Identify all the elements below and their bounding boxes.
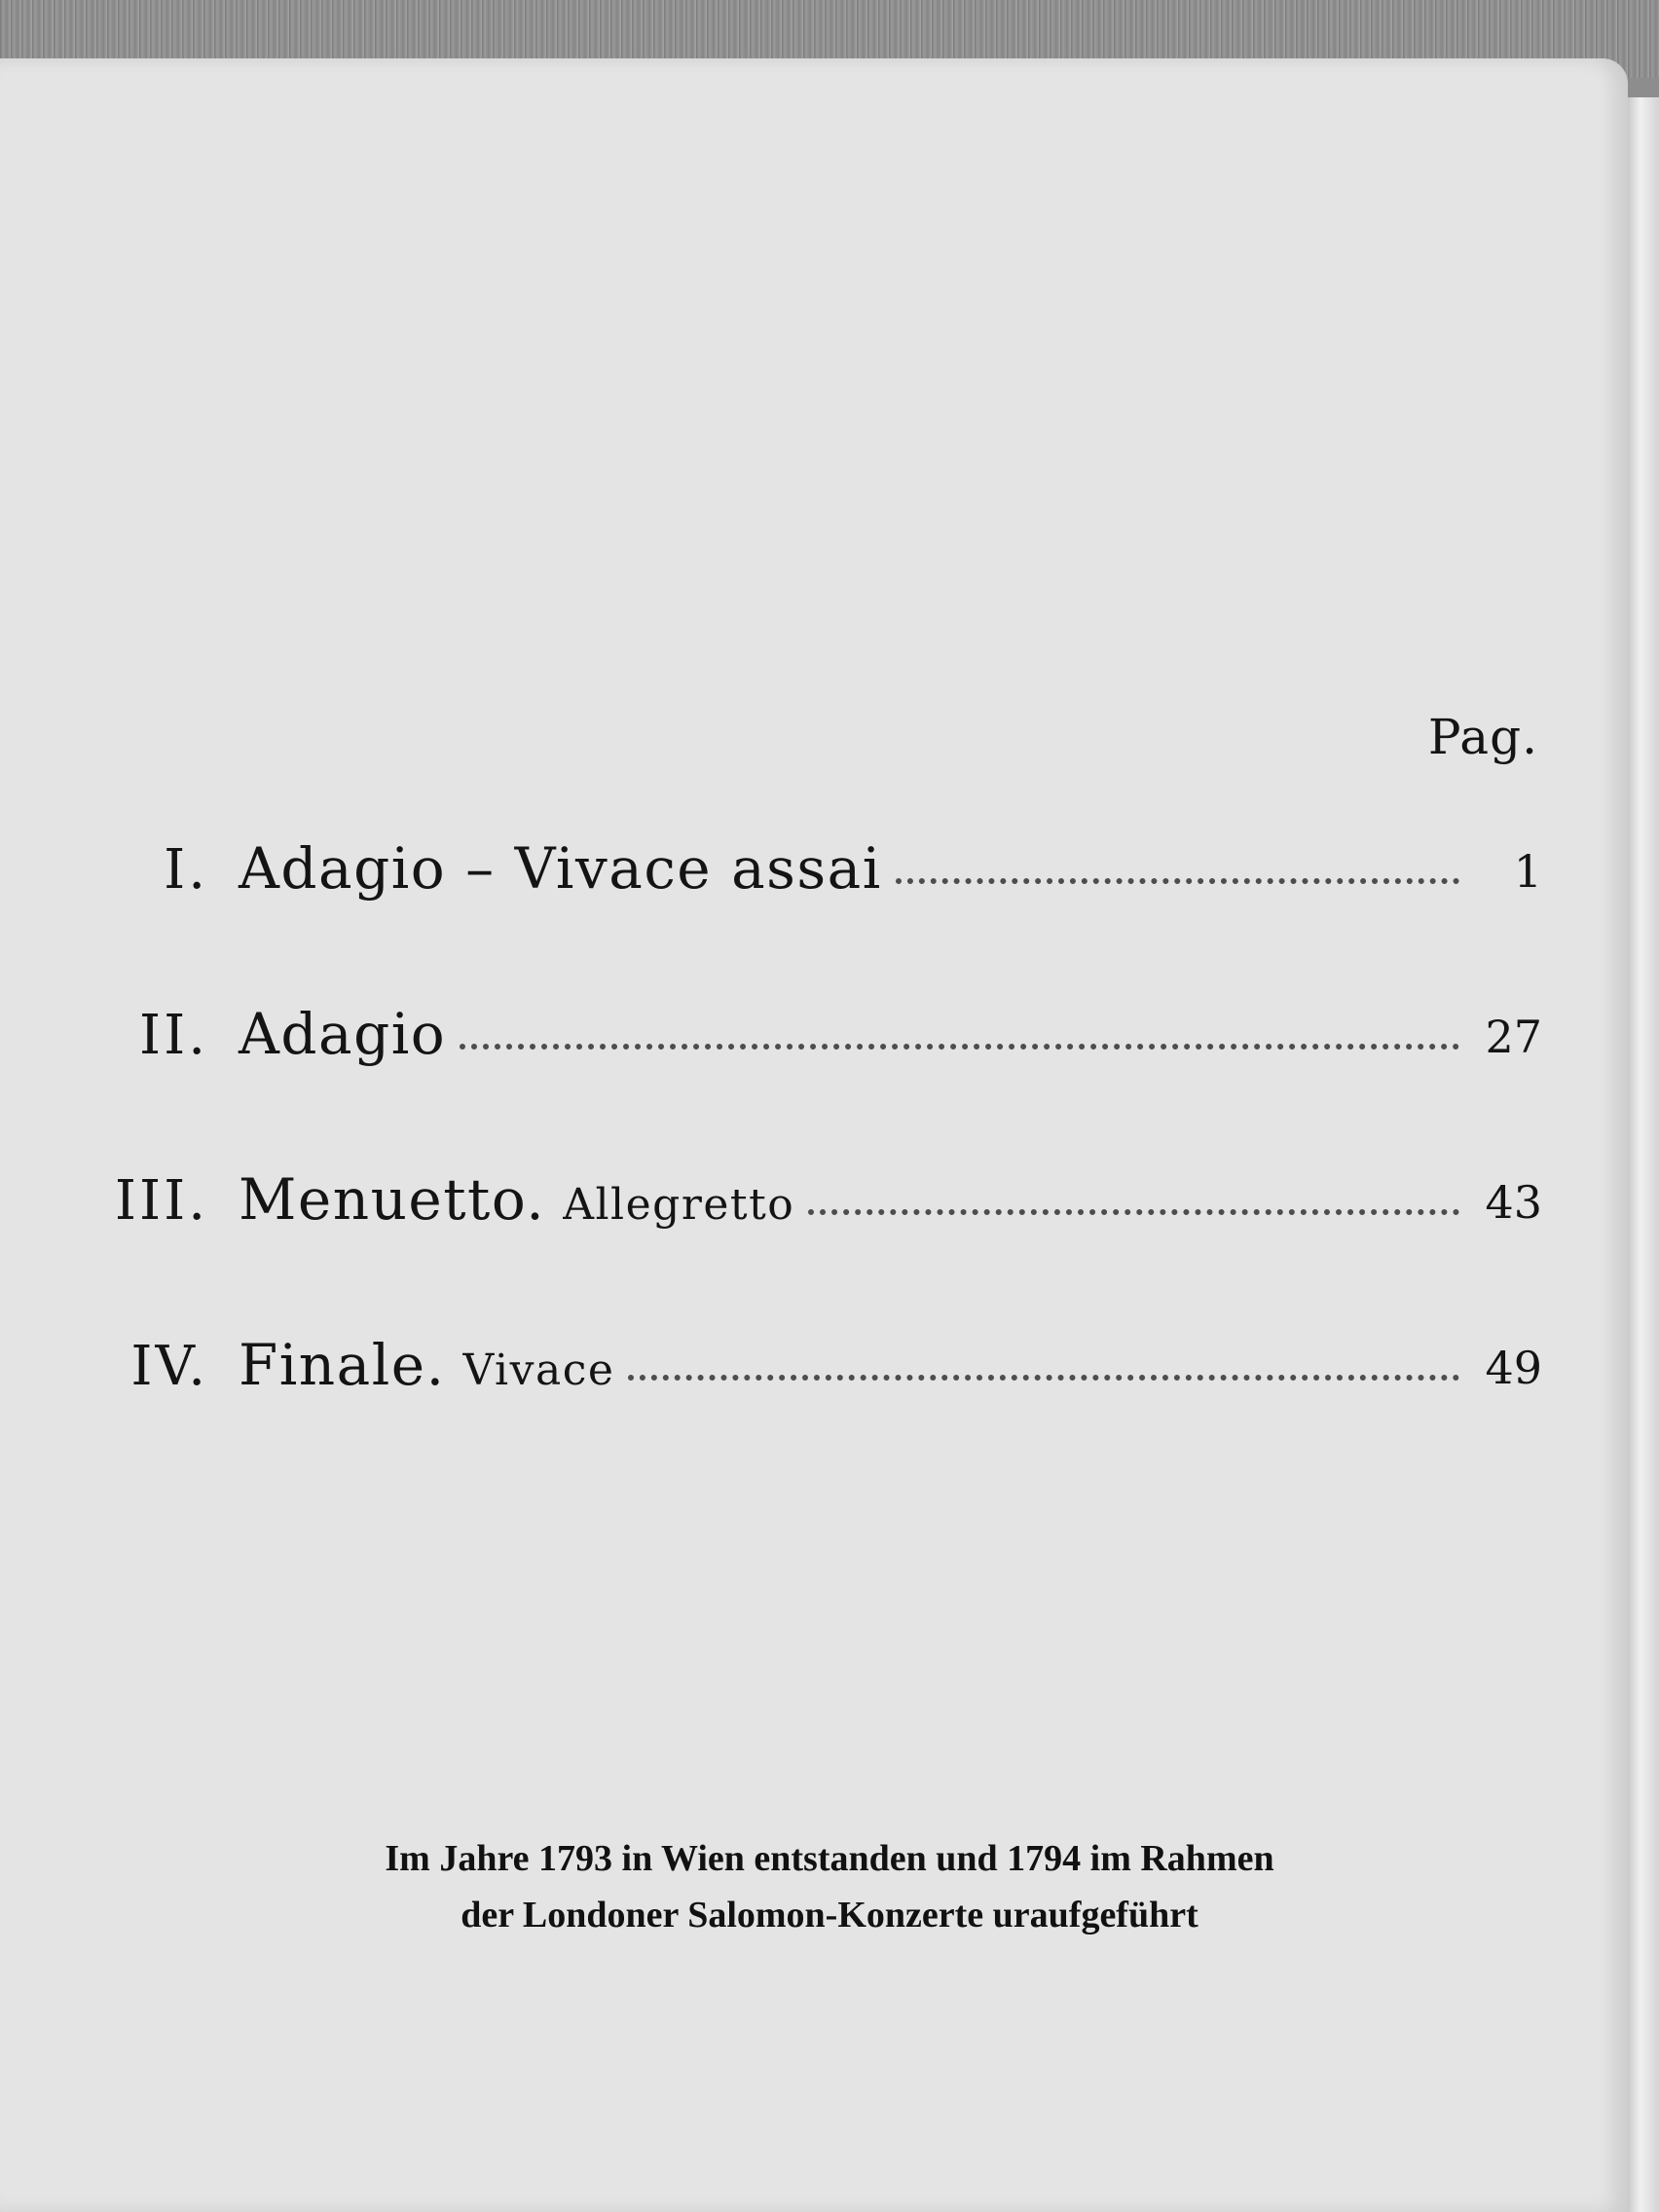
movement-title: Adagio – Vivace assai (239, 835, 882, 902)
movement-page-number: 49 (1485, 1342, 1542, 1394)
movement-tempo: Allegretto (563, 1180, 795, 1230)
movement-page-number: 27 (1485, 1011, 1542, 1063)
movement-page-number: 1 (1513, 845, 1542, 898)
movement-numeral: III. (114, 1169, 208, 1233)
composition-note (0, 1830, 1659, 1943)
movement-title: Finale. (239, 1332, 446, 1398)
dot-leader (896, 878, 1459, 884)
movement-title: Adagio (239, 1001, 447, 1067)
dot-leader (628, 1375, 1459, 1381)
movement-numeral: II. (138, 1004, 208, 1067)
movement-tempo: Vivace (462, 1346, 615, 1395)
note-line-2: der Londoner Salomon-Konzerte uraufgeführt (461, 1895, 1198, 1936)
toc-entry (0, 828, 1659, 915)
note-line-1: Im Jahre 1793 in Wien entstanden und 1794 im Rahmen (385, 1838, 1274, 1879)
movement-title-line (239, 835, 1459, 902)
toc-entry (0, 1159, 1659, 1246)
movement-page-number: 43 (1485, 1176, 1542, 1229)
dot-leader (460, 1044, 1459, 1050)
dot-leader (808, 1209, 1459, 1215)
movement-numeral: IV. (130, 1335, 208, 1398)
movement-title: Menuetto. (239, 1166, 546, 1233)
page-column-header: Pag. (1427, 709, 1538, 765)
movement-numeral: I. (164, 838, 208, 902)
movement-title-line (239, 1166, 1459, 1233)
movement-title-line (239, 1001, 1459, 1067)
toc-entry (0, 993, 1659, 1081)
toc-entry (0, 1324, 1659, 1412)
movement-title-line (239, 1332, 1459, 1398)
